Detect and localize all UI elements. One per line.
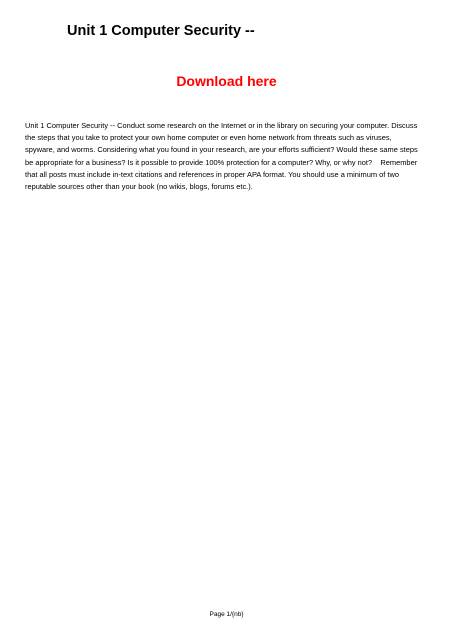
body-line: spyware, and worms. Considering what you found in your research, are your efforts sufficient? Would these same steps	[25, 145, 418, 155]
body-paragraph	[25, 120, 434, 193]
download-link[interactable]: Download here	[176, 73, 277, 89]
body-line: the steps that you take to protect your own home computer or even home network from threats such as viruses,	[25, 133, 392, 143]
page-number-footer: Page 1/{nb}	[209, 611, 244, 618]
body-line: be appropriate for a business? Is it possible to provide 100% protection for a computer? Why, or why not? Remember	[25, 157, 418, 167]
body-line: reputable sources other than your book (no wikis, blogs, forums etc.).	[25, 182, 253, 192]
body-line: that all posts must include in-text citations and references in proper APA format. You should use a minimum of two	[25, 169, 399, 179]
body-line: Unit 1 Computer Security -- Conduct some research on the Internet or in the library on securing your computer. Discuss	[25, 121, 418, 130]
document-title: Unit 1 Computer Security --	[67, 23, 255, 39]
